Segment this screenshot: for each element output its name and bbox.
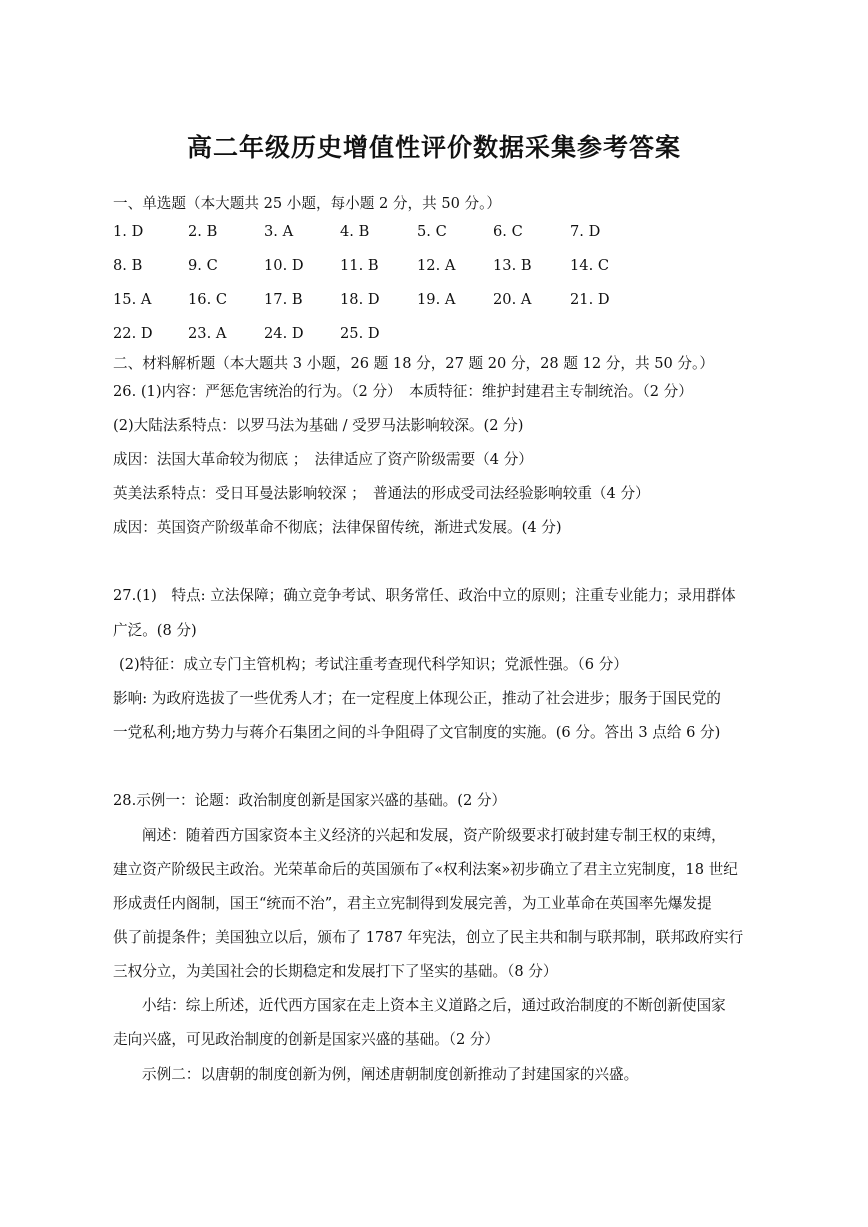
answer-item: 18. D xyxy=(340,291,380,308)
q28-line: 示例二：以唐朝的制度创新为例，阐述唐朝制度创新推动了封建国家的兴盛。 xyxy=(142,1066,639,1083)
answer-item: 8. B xyxy=(113,257,143,274)
q28-line: 形成责任内阁制，国王“统而不治”，君主立宪制得到发展完善，为工业革命在英国率先爆发提 xyxy=(113,895,712,912)
q28-line: 三权分立，为美国社会的长期稳定和发展打下了坚实的基础。（8 分） xyxy=(113,963,558,980)
section1-heading: 一、单选题（本大题共 25 小题，每小题 2 分，共 50 分。） xyxy=(113,195,502,212)
q27-line: (2)特征：成立专门主管机构；考试注重考查现代科学知识；党派性强。（6 分） xyxy=(119,656,628,673)
answer-item: 20. A xyxy=(493,291,532,308)
answer-item: 14. C xyxy=(570,257,610,274)
q28-line: 供了前提条件；美国独立以后，颁布了 1787 年宪法，创立了民主共和制与联邦制，联邦政府实行 xyxy=(113,929,744,946)
q28-line: 28.示例一：论题：政治制度创新是国家兴盛的基础。(2 分） xyxy=(113,792,507,809)
answer-item: 19. A xyxy=(417,291,456,308)
answer-item: 9. C xyxy=(188,257,218,274)
answer-item: 6. C xyxy=(493,223,523,240)
answer-item: 13. B xyxy=(493,257,532,274)
answer-item: 7. D xyxy=(570,223,601,240)
q26-line: 26. (1)内容：严惩危害统治的行为。（2 分） 本质特征：维护封建君主专制统治。（2 分） xyxy=(113,383,693,400)
answer-item: 25. D xyxy=(340,325,380,342)
section2-heading: 二、材料解析题（本大题共 3 小题，26 题 18 分，27 题 20 分，28 题 12 分，共 50 分。） xyxy=(113,355,714,372)
answer-item: 23. A xyxy=(188,325,227,342)
answer-item: 12. A xyxy=(417,257,456,274)
q27-line: 影响: 为政府选拔了一些优秀人才；在一定程度上体现公正，推动了社会进步；服务于国民党的 xyxy=(113,690,721,707)
document-title: 高二年级历史增值性评价数据采集参考答案 xyxy=(186,133,681,162)
answer-item: 5. C xyxy=(417,223,447,240)
q28-line: 小结：综上所述，近代西方国家在走上资本主义道路之后，通过政治制度的不断创新使国家 xyxy=(142,997,726,1014)
answer-item: 11. B xyxy=(340,257,379,274)
q26-line: 成因：法国大革命较为彻底 ； 法律适应了资产阶级需要（4 分） xyxy=(113,451,533,468)
q28-line: 建立资产阶级民主政治。光荣革命后的英国颁布了«权利法案»初步确立了君主立宪制度，18 世纪 xyxy=(113,861,738,878)
answer-item: 17. B xyxy=(264,291,303,308)
answer-item: 2. B xyxy=(188,223,218,240)
answer-item: 22. D xyxy=(113,325,153,342)
answer-item: 4. B xyxy=(340,223,370,240)
answer-item: 1. D xyxy=(113,223,144,240)
answer-item: 21. D xyxy=(570,291,610,308)
q26-line: 英美法系特点：受日耳曼法影响较深 ； 普通法的形成受司法经验影响较重（4 分） xyxy=(113,485,650,502)
q26-line: 成因：英国资产阶级革命不彻底；法律保留传统，渐进式发展。(4 分) xyxy=(113,519,562,536)
answer-item: 24. D xyxy=(264,325,304,342)
q28-line: 走向兴盛，可见政治制度的创新是国家兴盛的基础。（2 分） xyxy=(113,1031,500,1048)
q26-line: (2)大陆法系特点：以罗马法为基础 / 受罗马法影响较深。(2 分) xyxy=(113,417,524,434)
answer-item: 16. C xyxy=(188,291,228,308)
q27-line: 27.(1) 特点: 立法保障；确立竞争考试、职务常任、政治中立的原则；注重专业能力；录用群体 xyxy=(113,587,736,604)
answer-item: 15. A xyxy=(113,291,152,308)
answer-item: 10. D xyxy=(264,257,304,274)
q27-line: 广泛。(8 分) xyxy=(113,622,197,639)
q27-line: 一党私利;地方势力与蒋介石集团之间的斗争阻碍了文官制度的实施。(6 分。答出 3 点给 6 分) xyxy=(113,724,721,741)
q28-line: 阐述：随着西方国家资本主义经济的兴起和发展，资产阶级要求打破封建专制王权的束缚， xyxy=(142,827,726,844)
answer-item: 3. A xyxy=(264,223,294,240)
